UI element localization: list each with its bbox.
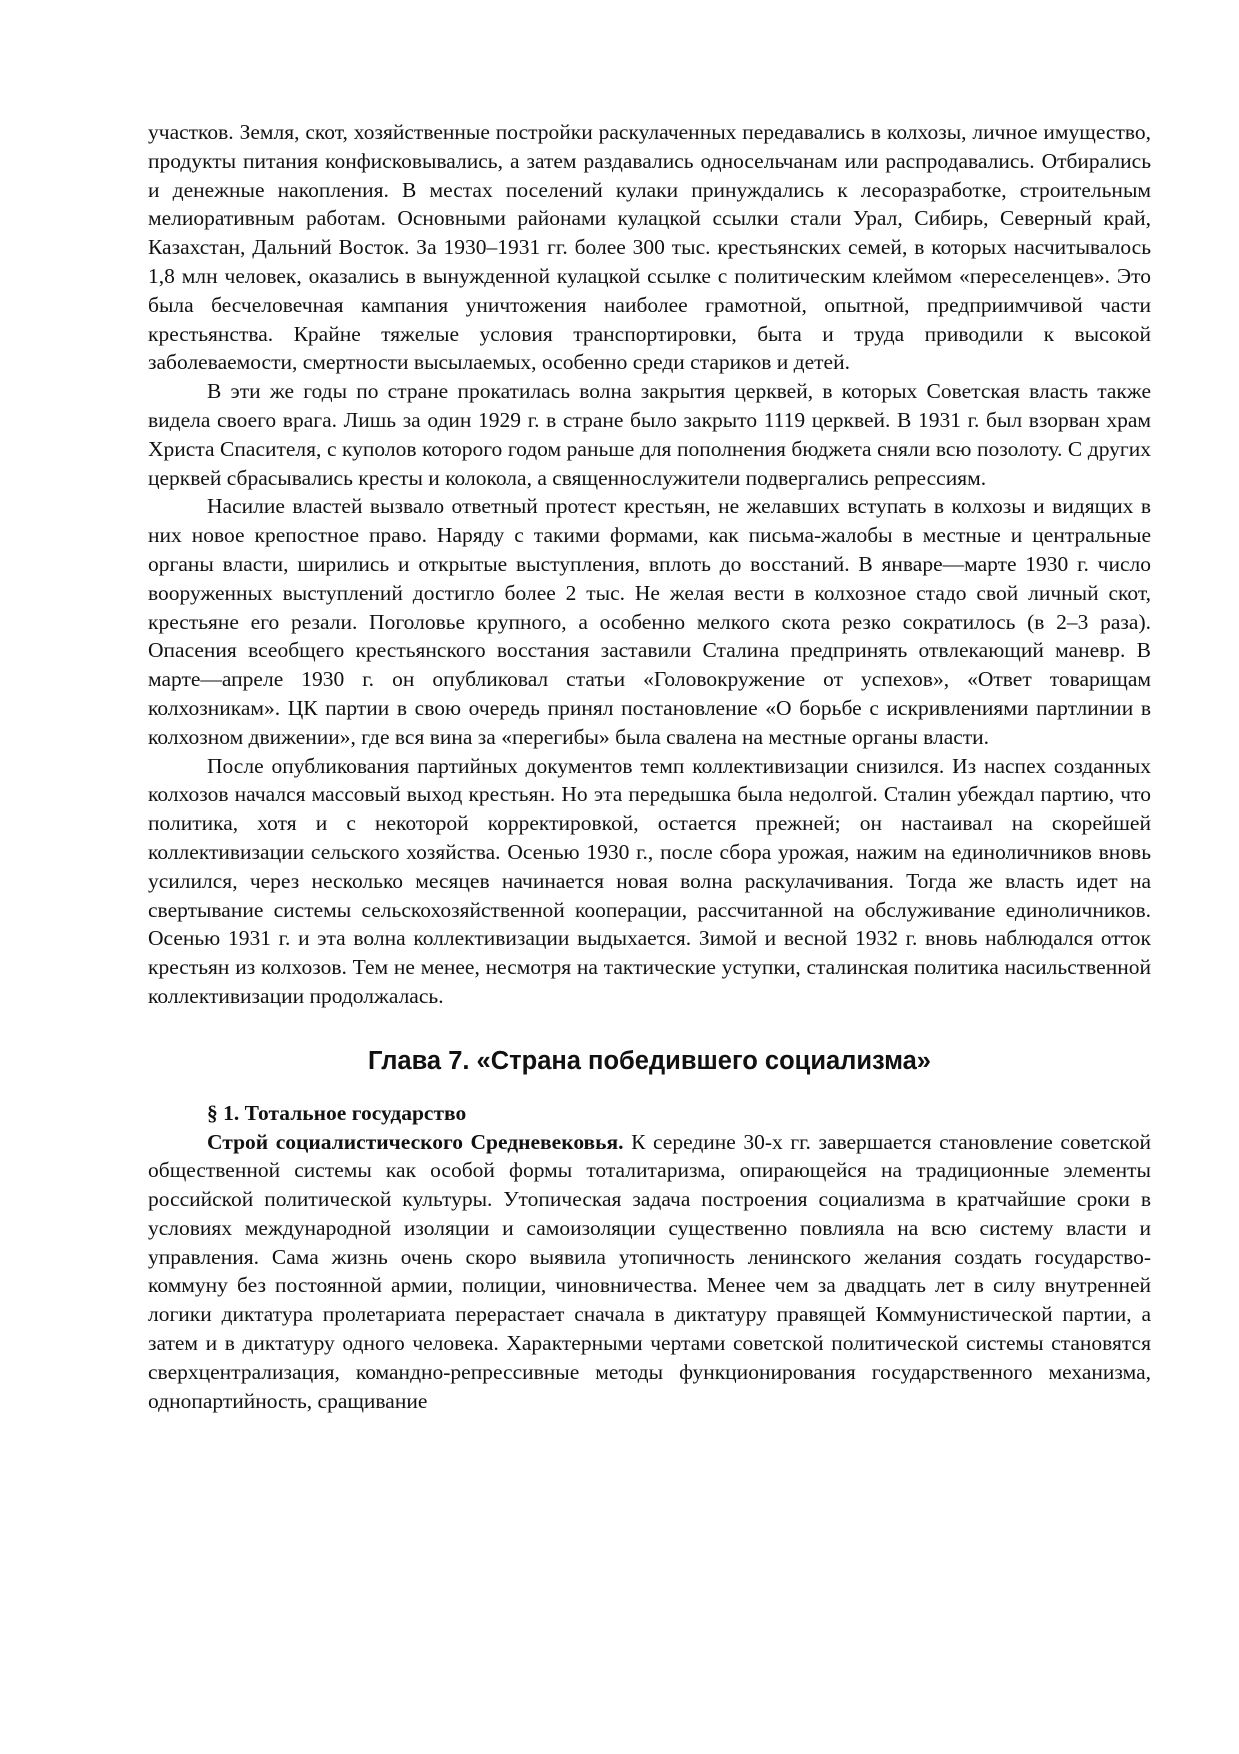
paragraph-totalitarian-system xyxy=(148,1128,1151,1416)
paragraph-collectivization-pace: После опубликования партийных документов темп коллективизации снизился. Из наспех созданных колхозов начался массовый выход крестьян. Но эта передышка была недолгой. Сталин убеждал партию, что политика, хотя и с некоторой корректировкой, остается прежней; он настаивал на скорейшей коллективизации сельского хозяйства. Осенью 1930 г., после сбора урожая, нажим на единоличников вновь усилился, через несколько месяцев начинается новая волна раскулачивания. Тогда же власть идет на свертывание системы сельскохозяйственной кооперации, рассчитанной на обслуживание единоличников. Осенью 1931 г. и эта волна коллективизации выдыхается. Зимой и весной 1932 г. вновь наблюдался отток крестьян из колхозов. Тем не менее, несмотря на тактические уступки, сталинская политика насильственной коллективизации продолжалась. xyxy=(148,753,1151,1008)
section-title: § 1. Тотальное государство xyxy=(207,1100,467,1125)
paragraph-dekulakization: участков. Земля, скот, хозяйственные постройки раскулаченных передавались в колхозы, личное имущество, продукты питания конфисковывались, а затем раздавались односельчанам или распродавались. Отбирались и денежные накопления. В местах поселений кулаки принуждались к лесоразработке, строительным мелиоративным работам. Основными районами кулацкой ссылки стали Урал, Сибирь, Северный край, Казахстан, Дальний Восток. За 1930–1931 гг. более 300 тыс. крестьянских семей, в которых насчитывалось 1,8 млн человек, оказались в вынужденной кулацкой ссылке с политическим клеймом «переселенцев». Это была бесчеловечная кампания уничтожения наиболее грамотной, опытной, предприимчивой части крестьянства. Крайне тяжелые условия транспортировки, быта и труда приводили к высокой заболеваемости, смертности высылаемых, особенно среди стариков и детей. xyxy=(148,120,1151,375)
paragraph-church-closures: В эти же годы по стране прокатилась волна закрытия церквей, в которых Советская власть также видела своего врага. Лишь за один 1929 г. в стране было закрыто 1119 церквей. В 1931 г. был взорван храм Христа Спасителя, с куполов которого годом раньше для пополнения бюджета сняли всю позолоту. С других церквей сбрасывались кресты и колокола, а священнослужители подвергались репрессиям. xyxy=(148,379,1151,490)
runin-heading: Строй социалистического Средневековья. xyxy=(207,1129,624,1154)
document-page xyxy=(148,118,1151,1415)
runin-text: К середине 30-х гг. завершается становление советской общественной системы как особой формы тоталитаризма, опирающейся на традиционные элементы российской политической культуры. Утопическая задача построения социализма в кратчайшие сроки в условиях международной изоляции и самоизоляции существенно повлияла на всю систему власти и управления. Сама жизнь очень скоро выявила утопичность ленинского желания создать государство-коммуну без постоянной армии, полиции, чиновничества. Менее чем за двадцать лет в силу внутренней логики диктатура пролетариата перерастает сначала в диктатуру правящей Коммунистической партии, а затем и в диктатуру одного человека. Характерными чертами советской политической системы становятся сверхцентрализация, командно-репрессивные методы функционирования государственного механизма, однопартийность, сращивание xyxy=(148,1129,1151,1413)
chapter-title: Глава 7. «Страна победившего социализма» xyxy=(368,1046,931,1075)
paragraph-peasant-protest: Насилие властей вызвало ответный протест крестьян, не желавших вступать в колхозы и видящих в них новое крепостное право. Наряду с такими формами, как письма-жалобы в местные и центральные органы власти, ширились и открытые выступления, вплоть до восстаний. В январе—марте 1930 г. число вооруженных выступлений достигло более 2 тыс. Не желая вести в колхозное стадо свой личный скот, крестьяне его резали. Поголовье крупного, а особенно мелкого скота резко сократилось (в 2–3 раза). Опасения всеобщего крестьянского восстания заставили Сталина предпринять отвлекающий маневр. В марте—апреле 1930 г. он опубликовал статьи «Головокружение от успехов», «Ответ товарищам колхозникам». ЦК партии в свою очередь принял постановление «О борьбе с искривлениями партлинии в колхозном движении», где вся вина за «перегибы» была свалена на местные органы власти. xyxy=(148,494,1151,749)
